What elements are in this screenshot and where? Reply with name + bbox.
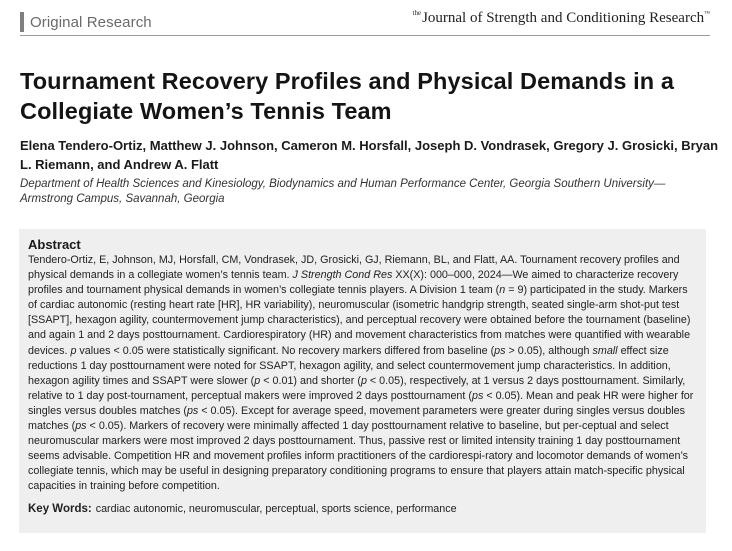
abstract-after-p-2: < 0.01) and shorter (	[260, 374, 361, 387]
page-header	[20, 10, 710, 36]
abstract-after-ps-1: > 0.05), although	[505, 344, 593, 357]
abstract-ps-4: ps	[75, 420, 87, 433]
abstract-ps-1: ps	[494, 344, 506, 357]
abstract-ps-2: ps	[471, 389, 484, 402]
article-affiliation: Department of Health Sciences and Kinesiology, Biodynamics and Human Performance Center, Georgia Southern University—Armstrong Campus, Savannah, Georgia	[20, 178, 666, 205]
keywords-list: cardiac autonomic, neuromuscular, perceptual, sports science, performance	[95, 502, 457, 515]
journal-name-text: Journal of Strength and Conditioning Research	[422, 10, 705, 26]
keywords-label: Key Words:	[28, 502, 92, 515]
abstract-ps-3: ps	[186, 404, 199, 417]
article-authors: Elena Tendero-Ortiz, Matthew J. Johnson, Cameron M. Horsfall, Joseph D. Vondrasek, Gregory J. Grosicki, Bryan L. Riemann, and Andrew A. Flatt	[20, 138, 719, 172]
abstract-small: small	[592, 344, 618, 357]
header-rule	[20, 35, 710, 36]
abstract-text	[28, 253, 697, 495]
abstract-n-value: = 9) participated in the study. Markers of cardiac autonomic (resting heart rate [HR], HR variability), neuromuscular (isometric handgrip strength, seated single-arm shot-put test [SSAPT], hexagon agility, countermovement jump characteristics), and perceptual recovery were obtained before the tournament (baseline) and again 1 and 2 days posttournament. Cardiorespiratory (HR) and movement characteristics from matches were quantified with wearable devices.	[28, 284, 691, 357]
abstract-n-symbol: n	[499, 284, 506, 297]
abstract-p-2: p	[254, 374, 261, 387]
abstract-box	[19, 229, 706, 533]
abstract-after-ps-3: < 0.05). Except for average speed, movement parameters were greater during singles versus doubles matches (	[28, 404, 685, 433]
abstract-after-small: effect size reductions 1 day posttournament were noted for SSAPT, hexagon agility, and select countermovement jump characteristics. In addition, hexagon agility times and SSAPT were slower (	[28, 344, 671, 387]
section-tag	[20, 12, 152, 32]
article-title: Tournament Recovery Profiles and Physical Demands in a Collegiate Women’s Tennis Team	[20, 68, 675, 124]
journal-name-the: the	[412, 9, 422, 17]
abstract-heading: Abstract	[28, 237, 81, 252]
abstract-p-3: p	[360, 374, 367, 387]
abstract-after-ps-4: < 0.05). Markers of recovery were minimally affected 1 day posttournament relative to baseline, but per-ceptual and select neuromuscular markers were most improved 2 days posttournament. Thus, passive rest or limited intensity training 1 day posttournament seems advisable. Competition HR and movement profiles inform practitioners of the cardiorespi-ratory and locomotor demands of women’s collegiate tennis, which may be useful in designing preparatory conditioning programs to ensure that players attain match-specific physical capacities in training before competition.	[28, 420, 689, 493]
abstract-after-p-3: < 0.05), respectively, at 1 versus 2 days posttournament. Similarly, relative to 1 day post-tournament, perceptual makers were improved 2 days posttournament (	[28, 374, 686, 402]
abstract-p-symbol: p	[70, 344, 77, 357]
journal-trademark: ™	[704, 11, 710, 17]
keywords	[28, 502, 697, 517]
abstract-volume: XX(X): 000–000, 2024	[395, 269, 502, 282]
abstract-citation: Tendero-Ortiz, E, Johnson, MJ, Horsfall, CM, Vondrasek, JD, Grosicki, GJ, Riemann, BL, and Flatt, AA. Tournament recovery profiles and physical demands in a collegiate women’s tennis team.	[28, 254, 680, 282]
section-tag-bar	[20, 12, 24, 32]
abstract-after-ps-2: < 0.05). Mean and peak HR were higher for singles versus doubles matches (	[28, 389, 694, 417]
abstract-journal-ref: J Strength Cond Res	[292, 269, 393, 282]
abstract-aim: —We aimed to characterize recovery profiles and tournament physical demands in women’s collegiate tennis players. A Division 1 team (	[28, 269, 679, 297]
journal-name	[413, 10, 711, 27]
section-tag-label: Original Research	[30, 13, 152, 31]
abstract-p-text: values < 0.05 were statistically significant. No recovery markers differed from baseline (	[76, 344, 495, 357]
